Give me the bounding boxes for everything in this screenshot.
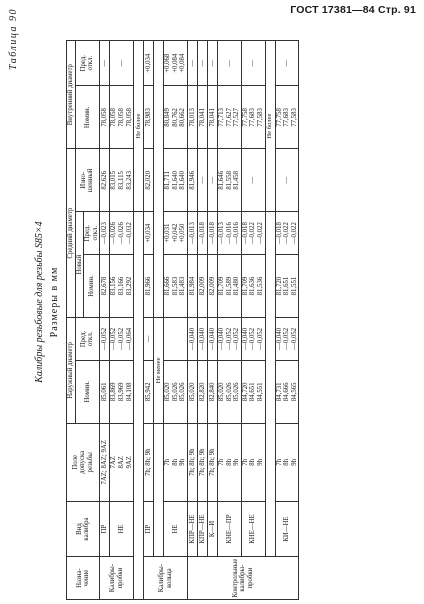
cell: 81,720 81,651 81,551: [275, 255, 299, 318]
cell: 82,626: [100, 149, 110, 212]
cell: —0,052 —0,052 —0,064: [110, 318, 134, 361]
cell: —: [197, 41, 207, 86]
note-spacer: [154, 423, 164, 556]
cell: 83,156 83,166 83,292: [110, 255, 134, 318]
note-row: [134, 41, 144, 600]
table-row: [241, 41, 265, 600]
cell: НЕ: [164, 501, 188, 556]
cell: 78,983: [144, 86, 154, 149]
cell: 81,966: [144, 255, 154, 318]
cell: 78,041: [207, 86, 217, 149]
inner-dev-header: Пред. откл.: [75, 41, 100, 86]
cell: 85,020 85,026 85,026: [217, 360, 241, 423]
cell: 81,946: [187, 149, 197, 212]
cell: +0,034: [144, 212, 154, 255]
cell: 83,015 83,115 83,243: [110, 149, 134, 212]
note-not-more: Не более: [134, 41, 144, 212]
cell: —0,040: [197, 318, 207, 361]
kind-header: Вид калибра: [67, 501, 100, 556]
cell: —: [241, 149, 265, 212]
cell: —0,013: [187, 212, 197, 255]
table-row: [197, 41, 207, 600]
group-label-plugs: Калибры- пробки: [100, 557, 134, 600]
cell: 85,020: [187, 360, 197, 423]
group-label-rings: Калибры- кольца: [144, 557, 188, 600]
page-header: ГОСТ 17381—84 Стр. 91: [290, 4, 416, 16]
note-row: [154, 41, 164, 600]
cell: —: [207, 149, 217, 212]
cell: НЕ: [110, 501, 134, 556]
gauge-table: [66, 40, 299, 600]
cell: —0,040: [207, 318, 217, 361]
cell: 82,009: [197, 255, 207, 318]
cell: 82,840: [207, 360, 217, 423]
cell: 82,678: [100, 255, 110, 318]
cell: —0,018: [197, 212, 207, 255]
cell: +0,068 +0,084 +0,084: [164, 41, 188, 86]
table-row: [187, 41, 197, 600]
cell: 81,711 81,640 81,640: [164, 149, 188, 212]
cell: 78,041: [197, 86, 207, 149]
cell: +0,031 +0,042 +0,050: [164, 212, 188, 255]
cell: 7AZ 8AZ 9AZ: [110, 423, 134, 501]
purpose-header: Назна- чение: [67, 557, 100, 600]
inner-diameter-header: Внутренний диаметр: [67, 41, 76, 149]
cell: —0,013 —0,016 —0,016: [217, 212, 241, 255]
cell: 7h 8h 9h: [241, 423, 265, 501]
cell: —0,040 —0,052 —0,052: [217, 318, 241, 361]
cell: —0,026 —0,026 —0,032: [110, 212, 134, 255]
middle-nominal-header: Номин.: [84, 255, 100, 318]
cell: 77,713 77,627 77,527: [217, 86, 241, 149]
cell: —: [110, 41, 134, 86]
cell: —: [144, 318, 154, 361]
cell: —: [217, 41, 241, 86]
note-row: [265, 41, 275, 600]
cell: 7h; 8h; 9h: [197, 423, 207, 501]
cell: 7h 8h 9h: [217, 423, 241, 501]
cell: 77,758 77,683 77,583: [241, 86, 265, 149]
cell: —: [197, 149, 207, 212]
cell: 78,013: [187, 86, 197, 149]
units-caption: Размеры в мм: [49, 266, 60, 338]
cell: 82,820: [197, 360, 207, 423]
cell: К—И: [207, 501, 217, 556]
cell: 84,731 84,666 84,565: [275, 360, 299, 423]
outer-dev-header: Пред. откл.: [75, 318, 100, 361]
cell: 7h 8h 9h: [164, 423, 188, 501]
cell: —0,040 —0,052 —0,052: [241, 318, 265, 361]
cell: КПР—НЕ: [197, 501, 207, 556]
inner-nominal-header: Номин.: [75, 86, 100, 149]
note-spacer: [134, 212, 144, 600]
cell: 78,058: [100, 86, 110, 149]
cell: 82,009: [207, 255, 217, 318]
cell: КПР—НЕ: [187, 501, 197, 556]
cell: —: [207, 41, 217, 86]
note-not-more: Не более: [265, 41, 275, 212]
middle-diameter-header: Средний диаметр: [67, 149, 76, 318]
cell: —: [100, 41, 110, 86]
table-row: [100, 41, 110, 600]
cell: —: [187, 41, 197, 86]
table-row: [110, 41, 134, 600]
cell: 7h; 8h; 9h: [144, 423, 154, 501]
cell: 81,709 81,636 81,536: [241, 255, 265, 318]
cell: 85,020 85,026 85,026: [164, 360, 188, 423]
table-caption: Калибры резьбовые для резьбы S85×4: [34, 221, 45, 383]
middle-worn-header: Изно- шенный: [75, 149, 100, 212]
table-row: [217, 41, 241, 600]
cell: [164, 318, 188, 361]
cell: 7h; 8h; 9h: [187, 423, 197, 501]
cell: КИ—НЕ: [275, 501, 299, 556]
cell: 77,758 77,683 77,583: [275, 86, 299, 149]
cell: 81,984: [187, 255, 197, 318]
cell: —0,023: [100, 212, 110, 255]
cell: —0,040 —0,052 —0,052: [275, 318, 299, 361]
table-row: [164, 41, 188, 600]
cell: 7AZ; 8AZ; 9AZ: [100, 423, 110, 501]
cell: —0,018 —0,022 —0,022: [241, 212, 265, 255]
cell: —0,018: [207, 212, 217, 255]
table-number: Таблица 90: [8, 8, 19, 70]
cell: 7h; 8h; 9h: [207, 423, 217, 501]
cell: —0,052: [100, 318, 110, 361]
outer-diameter-header: Наружный диаметр: [67, 318, 76, 424]
cell: 80,849 80,762 80,662: [164, 86, 188, 149]
middle-new-header: Новый: [75, 212, 84, 318]
cell: +0,034: [144, 41, 154, 86]
cell: 85,061: [100, 360, 110, 423]
cell: КНЕ—НЕ: [241, 501, 265, 556]
middle-dev-header: Пред. откл.: [84, 212, 100, 255]
table-row: [275, 41, 299, 600]
cell: 81,646 81,558 81,458: [217, 149, 241, 212]
cell: —0,018 —0,022 —0,022: [275, 212, 299, 255]
cell: КНЕ—ПР: [217, 501, 241, 556]
cell: —: [275, 149, 299, 212]
tolerance-header: Поле допуска резьбы: [67, 423, 100, 501]
cell: 78,058 78,058 78,058: [110, 86, 134, 149]
table-row: [207, 41, 217, 600]
cell: 81,666 81,583 81,483: [164, 255, 188, 318]
outer-nominal-header: Номин.: [75, 360, 100, 423]
table-row: [144, 41, 154, 600]
cell: ПР: [144, 501, 154, 556]
cell: 82,020: [144, 149, 154, 212]
cell: 7h 8h 9h: [275, 423, 299, 501]
cell: 81,709 81,589 81,480: [217, 255, 241, 318]
group-label-control: Контрольные калибры-пробки: [187, 557, 298, 600]
cell: —: [275, 41, 299, 86]
cell: ПР: [100, 501, 110, 556]
cell: 83,869 83,969 84,108: [110, 360, 134, 423]
cell: —0,040: [187, 318, 197, 361]
cell: 85,942: [144, 360, 154, 423]
note-spacer: [265, 212, 275, 557]
cell: 84,720 84,651 84,551: [241, 360, 265, 423]
note-spacer: [154, 41, 164, 318]
note-not-less: Не менее: [154, 318, 164, 424]
cell: —: [241, 41, 265, 86]
